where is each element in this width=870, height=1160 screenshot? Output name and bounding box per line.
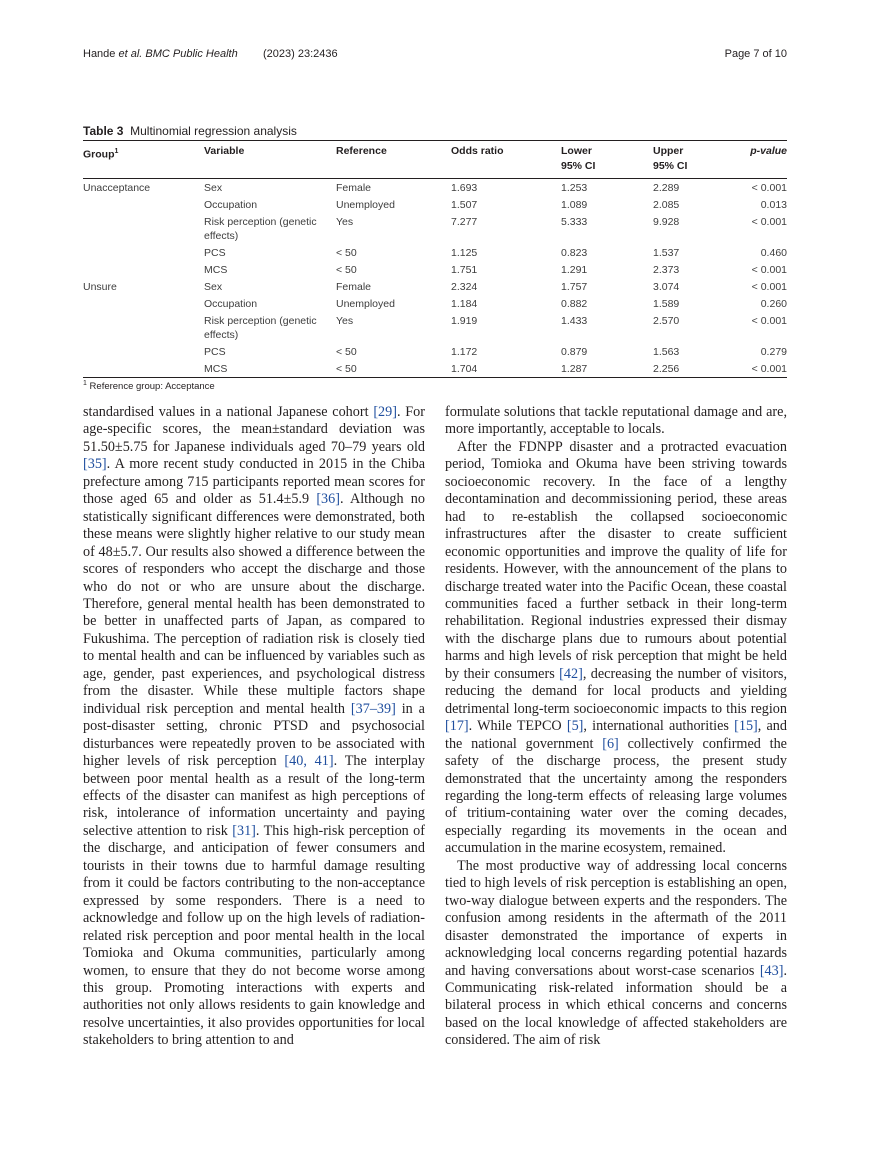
body-text: collectively confirmed the safety of the discharge process, the present study demonstrated that the uncertainty among the responders regarding the long-term effects of releasing large volumes of tritium-containing water over the coming decades, especially regarding its movements in the ocean and accumulation in the marine ecosystem, remained.	[445, 735, 787, 857]
author-name: Hande	[83, 48, 119, 60]
body-paragraph	[445, 404, 787, 439]
table-cell-lower: 0.879	[561, 345, 588, 358]
table-cell-odds: 1.704	[451, 360, 561, 378]
body-paragraph	[445, 858, 787, 1050]
citation-link[interactable]: [17]	[445, 718, 469, 735]
table-cell-odds: 2.324	[451, 280, 478, 293]
table-body	[83, 179, 787, 378]
table-cell-reference: < 50	[336, 263, 357, 276]
table-label: Table 3	[83, 124, 124, 138]
table-row	[83, 179, 787, 197]
table-row	[83, 213, 787, 244]
body-paragraph	[83, 404, 425, 1050]
citation-link[interactable]: [5]	[566, 718, 584, 735]
table-cell-p: 0.279	[760, 345, 787, 358]
table-cell-reference: < 50	[336, 360, 451, 378]
table-row	[83, 343, 787, 360]
table-cell-odds: 7.277	[451, 215, 478, 228]
table-cell-p: 0.013	[760, 198, 787, 211]
citation-link[interactable]: [6]	[602, 735, 619, 752]
table-cell-variable: PCS	[204, 345, 226, 358]
body-text: . Communicating risk-related information should be a bilateral process in which ethical concerns and concerns based on the local knowledge of affected stakeholders are considered. The aim of risk	[445, 962, 787, 1049]
table-row	[83, 244, 787, 261]
citation-link[interactable]: [37–39]	[350, 700, 396, 717]
table-3	[83, 124, 787, 392]
table-cell-group	[83, 295, 204, 312]
table-cell-group	[83, 360, 204, 378]
table-cell-lower: 5.333	[561, 215, 588, 228]
table-cell-p: < 0.001	[751, 280, 787, 293]
table-cell-p: < 0.001	[751, 314, 787, 327]
body-text: in a post-disaster setting, chronic PTSD and psychosocial disturbances were repeatedly proven to be associated with higher levels of risk perception	[83, 700, 425, 770]
table-cell-reference: < 50	[336, 246, 357, 259]
table-cell-odds: 1.172	[451, 345, 478, 358]
body-column-right	[445, 404, 787, 1050]
table-row	[83, 295, 787, 312]
table-cell-p: < 0.001	[751, 263, 787, 276]
table-cell-lower: 1.253	[561, 181, 588, 194]
body-text: . The interplay between poor mental health as a result of the long-term effects of the disaster can manifest as high perceptions of risk, intolerance of information uncertainty and paying selective attention to risk	[83, 753, 425, 839]
citation-link[interactable]: [29]	[373, 404, 397, 420]
table-cell-p: < 0.001	[751, 215, 787, 228]
journal-year: (2023) 23:2436	[263, 48, 338, 60]
table-cell-odds: 1.919	[451, 314, 478, 327]
table-cell-odds: 1.507	[451, 198, 478, 211]
table-cell-reference: Unemployed	[336, 198, 395, 211]
table-cell-upper: 2.289	[653, 181, 680, 194]
table-cell-upper: 3.074	[653, 280, 680, 293]
table-cell-odds: 1.125	[451, 246, 478, 259]
table-row	[83, 261, 787, 278]
body-text: standardised values in a national Japanese cohort	[83, 404, 374, 420]
header-reference: Reference	[336, 141, 451, 179]
table-cell-lower: 1.291	[561, 263, 588, 276]
table-cell-group: Unacceptance	[83, 181, 151, 194]
table-cell-variable: Sex	[204, 280, 223, 293]
table-footnote: $^1$ Reference group: Acceptance	[83, 380, 215, 393]
table-cell-upper: 2.373	[653, 263, 680, 276]
table-cell-odds: 1.751	[451, 263, 478, 276]
table-cell-reference: Yes	[336, 215, 354, 228]
table-cell-group	[83, 213, 204, 244]
table-cell-lower: 0.882	[561, 297, 588, 310]
table-cell-upper: 2.256	[653, 360, 729, 378]
body-text: formulate solutions that tackle reputational damage and are, more importantly, acceptable to locals.	[445, 404, 787, 438]
body-text: . Although no statistically significant differences were demonstrated, both these means were slightly higher relative to our study mean of 48±5.7. Our results also showed a difference between the scores of responders who accept the discharge and those who do not or who are unsure about the discharge. Therefore, general mental health has been demonstrated to be better in unaffected parts of Japan, as compared to Fukushima. The perception of radiation risk is closely tied to mental health and can be influenced by variables such as age, gender, past experiences, and psychological distress from the disaster. While these multiple factors shape individual risk perception and mental health	[83, 491, 425, 717]
header-variable: Variable	[204, 141, 336, 179]
regression-table	[83, 140, 787, 378]
table-cell-lower: 0.823	[561, 246, 588, 259]
table-cell-upper: 1.589	[653, 297, 680, 310]
body-paragraph	[445, 439, 787, 858]
table-cell-reference: Female	[336, 181, 372, 194]
header-p-value: p-value	[729, 141, 787, 179]
body-text: , and the national government	[445, 718, 787, 752]
table-cell-reference: Female	[336, 280, 372, 293]
journal-name: et al. BMC Public Health	[118, 48, 238, 60]
header-lower-ci: Lower 95% CI	[561, 141, 653, 179]
body-text: . For age-specific scores, the mean±standard deviation was 51.50±5.75 for Japanese individuals aged 70–79 years old	[83, 404, 426, 455]
table-cell-reference: < 50	[336, 345, 357, 358]
table-cell-group	[83, 244, 204, 261]
table-cell-variable: Occupation	[204, 198, 258, 211]
citation-link[interactable]: [35]	[83, 456, 107, 473]
table-cell-upper: 2.085	[653, 198, 680, 211]
header-group: Group$^1$	[83, 141, 204, 179]
citation-link[interactable]: [42]	[559, 665, 583, 682]
table-cell-odds: 1.693	[451, 181, 478, 194]
table-cell-p: < 0.001	[729, 360, 787, 378]
table-cell-lower: 1.287	[561, 360, 653, 378]
body-text: . While TEPCO	[468, 718, 567, 735]
table-cell-variable: MCS	[204, 360, 336, 378]
citation-link[interactable]: [40, 41]	[284, 753, 334, 770]
table-cell-variable: Risk perception (genetic effects)	[204, 314, 317, 341]
table-cell-group	[83, 261, 204, 278]
table-row	[83, 278, 787, 295]
table-cell-p: < 0.001	[751, 181, 787, 194]
table-caption-text: Multinomial regression analysis	[130, 124, 297, 138]
table-cell-group	[83, 196, 204, 213]
citation-link[interactable]: [36]	[316, 491, 340, 508]
table-cell-variable: Risk perception (genetic effects)	[204, 215, 317, 242]
table-cell-reference: Unemployed	[336, 297, 395, 310]
table-cell-variable: Occupation	[204, 297, 258, 310]
table-row	[83, 312, 787, 343]
table-caption	[83, 124, 787, 138]
table-cell-lower: 1.089	[561, 198, 588, 211]
body-text: , international authorities	[583, 718, 735, 735]
table-cell-variable: PCS	[204, 246, 226, 259]
header-odds-ratio: Odds ratio	[451, 141, 561, 179]
body-text: . This high-risk perception of the discharge, and anticipation of fewer consumers and tourists in their towns due to harmful damage resulting from it could be factors contributing to the non-acceptance expressed by some responders. There is a need to acknowledge and follow up on the high levels of radiation-related risk perception and poor mental health in the local Tomioka and Okuma communities, particularly among women, to ensure that they do not become worse among this group. Promoting interactions with experts and authorities not only allows residents to gain knowledge and resolve uncertainties, it also provides opportunities for local stakeholders to bring attention to and	[83, 822, 426, 1049]
table-header-row	[83, 141, 787, 179]
table-cell-lower: 1.433	[561, 314, 588, 327]
table-cell-group	[83, 343, 204, 360]
table-cell-upper: 1.563	[653, 345, 680, 358]
table-cell-group: Unsure	[83, 280, 117, 293]
table-cell-upper: 2.570	[653, 314, 680, 327]
table-cell-upper: 1.537	[653, 246, 680, 259]
journal-citation	[83, 48, 338, 60]
table-cell-p: 0.260	[760, 297, 787, 310]
table-row	[83, 360, 787, 378]
table-cell-reference: Yes	[336, 314, 354, 327]
body-text: , decreasing the number of visitors, reducing the demand for local products and yielding detrimental long-term socioeconomic impacts to this region	[445, 665, 787, 717]
header-upper-ci: Upper 95% CI	[653, 141, 729, 179]
table-row	[83, 196, 787, 213]
body-text: After the FDNPP disaster and a protracted evacuation period, Tomioka and Okuma have been striving towards socioeconomic recovery. In the face of a lengthy decontamination and decommissioning period, these areas had to re-establish the collapsed socioeconomic infrastructures after the disaster to create sufficient economic opportunities and improve the quality of life for residents. However, with the announcement of the plans to discharge treated water into the Pacific Ocean, these coastal communities faced a further setback in their long-term rehabilitation. Regional industries expressed their dismay with the discharge plans due to rumours about potential harms and high levels of risk perception that might be held by their consumers	[445, 438, 787, 682]
running-header	[83, 48, 787, 64]
citation-link[interactable]: [31]	[232, 822, 256, 839]
table-cell-p: 0.460	[760, 246, 787, 259]
citation-link[interactable]: [43]	[759, 962, 784, 979]
table-cell-variable: Sex	[204, 181, 223, 194]
body-text: The most productive way of addressing local concerns tied to high levels of risk perception is establishing an open, two-way dialogue between experts and the responders. The confusion among residents in the aftermath of the 2011 disaster demonstrated the importance of experts in acknowledging local concerns regarding potential hazards and having conversations about worst-case scenarios	[445, 857, 787, 979]
body-column-left	[83, 404, 425, 1050]
table-cell-lower: 1.757	[561, 280, 588, 293]
page-number: Page 7 of 10	[724, 48, 787, 60]
table-cell-odds: 1.184	[451, 297, 478, 310]
table-cell-group	[83, 312, 204, 343]
table-cell-variable: MCS	[204, 263, 228, 276]
citation-link[interactable]: [15]	[734, 718, 758, 735]
body-text: . A more recent study conducted in 2015 in the Chiba prefecture among 715 participants reported mean scores for those aged 65 and older as 51.4±5.9	[83, 456, 425, 508]
table-cell-upper: 9.928	[653, 215, 680, 228]
